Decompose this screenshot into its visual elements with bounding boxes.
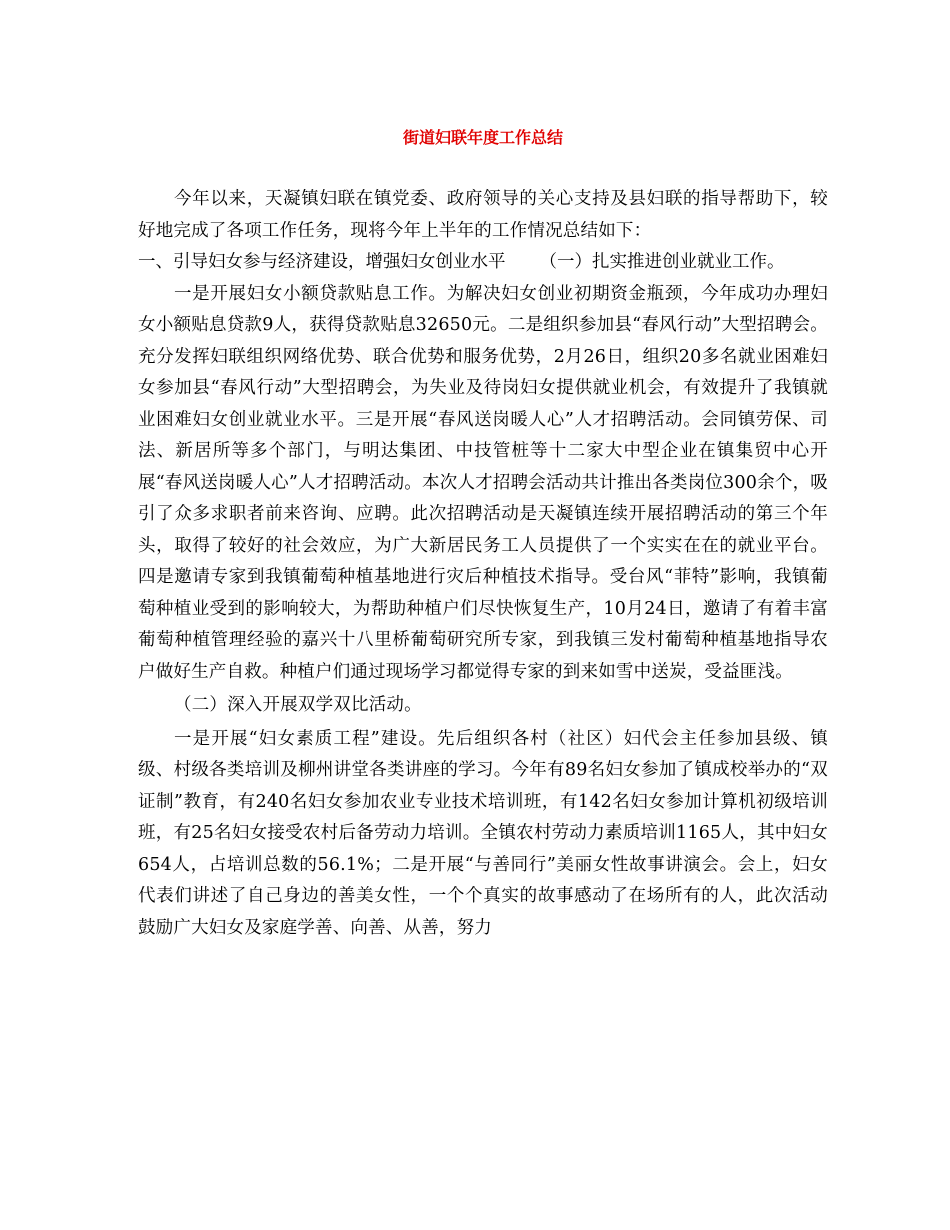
document-title: 街道妇联年度工作总结 <box>402 128 563 147</box>
intro-paragraph: 今年以来，天凝镇妇联在镇党委、政府领导的关心支持及县妇联的指导帮助下，较好地完成了各项工作任务，现将今年上半年的工作情况总结如下： <box>138 189 828 241</box>
document-page <box>138 118 828 944</box>
section1-subheading-1: （一）扎实推进创业就业工作。 <box>539 252 785 272</box>
section1-heading: 一、引导妇女参与经济建设，增强妇女创业水平 <box>138 252 506 272</box>
section1-sub1-body: 一是开展妇女小额贷款贴息工作。为解决妇女创业初期资金瓶颈，今年成功办理妇女小额贴息贷款9人，获得贷款贴息32650元。二是组织参加县“春风行动”大型招聘会。充分发挥妇联组织网络优势、联合优势和服务优势，2月26日，组织20多名就业困难妇女参加县“春风行动”大型招聘会，为失业及待岗妇女提供就业机会，有效提升了我镇就业困难妇女创业就业水平。三是开展“春风送岗暖人心”人才招聘活动。会同镇劳保、司法、新居所等多个部门，与明达集团、中技管桩等十二家大中型企业在镇集贸中心开展“春风送岗暖人心”人才招聘活动。本次人才招聘会活动共计推出各类岗位300余个，吸引了众多求职者前来咨询、应聘。此次招聘活动是天凝镇连续开展招聘活动的第三个年头，取得了较好的社会效应，为广大新居民务工人员提供了一个实实在在的就业平台。四是邀请专家到我镇葡萄种植基地进行灾后种植技术指导。受台风“菲特”影响，我镇葡萄种植业受到的影响较大，为帮助种植户们尽快恢复生产，10月24日，邀请了有着丰富葡萄种植管理经验的嘉兴十八里桥葡萄研究所专家，到我镇三发村葡萄种植基地指导农户做好生产自救。种植户们通过现场学习都觉得专家的到来如雪中送炭，受益匪浅。 <box>138 283 828 682</box>
section1-subheading-2: （二）深入开展双学双比活动。 <box>174 695 422 715</box>
section1-heading-line <box>138 247 828 279</box>
section1-sub2-body: 一是开展“妇女素质工程”建设。先后组织各村（社区）妇代会主任参加县级、镇级、村级各类培训及柳州讲堂各类讲座的学习。今年有89名妇女参加了镇成校举办的“双证制”教育，有240名妇女参加农业专业技术培训班，有142名妇女参加计算机初级培训班，有25名妇女接受农村后备劳动力培训。全镇农村劳动力素质培训1165人，其中妇女654人，占培训总数的56.1%；二是开展“与善同行”美丽女性故事讲演会。会上，妇女代表们讲述了自己身边的善美女性，一个个真实的故事感动了在场所有的人，此次活动鼓励广大妇女及家庭学善、向善、从善，努力 <box>138 728 828 938</box>
